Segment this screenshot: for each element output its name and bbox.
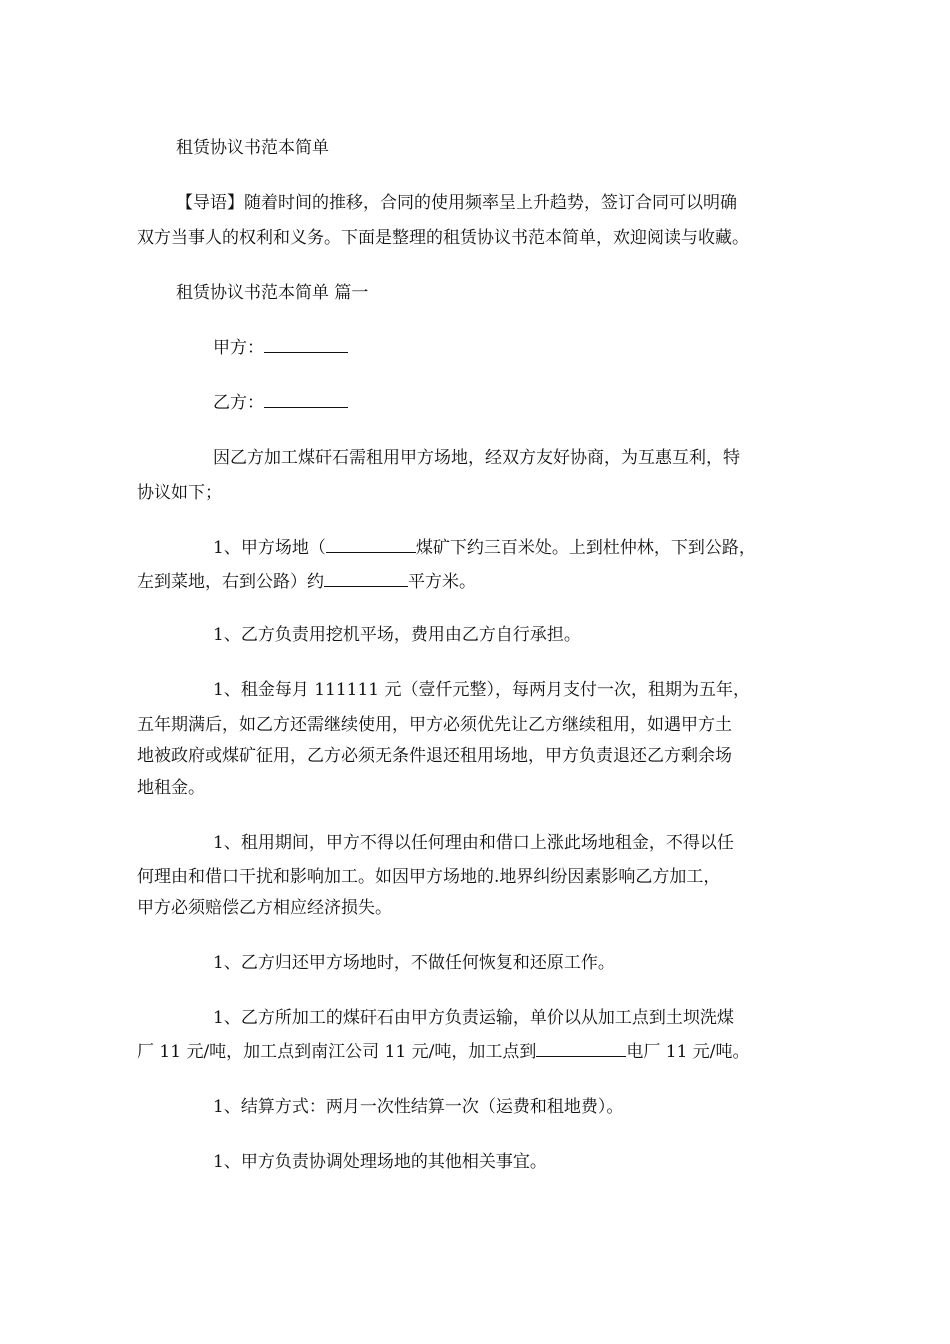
area-blank bbox=[324, 570, 408, 587]
paragraph-7-text-a: 厂 11 元/吨，加工点到南江公司 11 元/吨，加工点到 bbox=[137, 1042, 537, 1062]
site-location-blank bbox=[326, 536, 416, 553]
paragraph-4-line-2: 五年期满后，如乙方还需继续使用，甲方必须优先让乙方继续租用，如遇甲方土 bbox=[137, 715, 732, 735]
paragraph-2-text-d: 平方米。 bbox=[408, 572, 476, 592]
party-a-line bbox=[213, 336, 348, 360]
paragraph-8-line-1: 1、结算方式：两月一次性结算一次（运费和租地费）。 bbox=[213, 1097, 624, 1117]
paragraph-2-line-2 bbox=[137, 570, 476, 594]
paragraph-2-text-b: 煤矿下约三百米处。上到杜仲林，下到公路， bbox=[415, 538, 756, 558]
document-title: 租赁协议书范本简单 bbox=[176, 138, 329, 158]
paragraph-4-line-1: 1、租金每月 111111 元（壹仟元整），每两月支付一次，租期为五年， bbox=[213, 680, 751, 700]
party-b-label: 乙方： bbox=[213, 393, 264, 413]
paragraph-1-line-2: 协议如下； bbox=[137, 483, 222, 503]
paragraph-4-line-3: 地被政府或煤矿征用，乙方必须无条件退还租用场地，甲方负责退还乙方剩余场 bbox=[137, 746, 732, 766]
paragraph-2-text-c: 左到菜地，右到公路）约 bbox=[137, 572, 324, 592]
paragraph-7-line-1: 1、乙方所加工的煤矸石由甲方负责运输，单价以从加工点到土坝洗煤 bbox=[213, 1008, 734, 1028]
power-plant-blank bbox=[536, 1040, 626, 1057]
paragraph-4-line-4: 地租金。 bbox=[137, 778, 205, 798]
paragraph-7-text-b: 电厂 11 元/吨。 bbox=[626, 1042, 750, 1062]
party-b-line bbox=[213, 391, 348, 415]
paragraph-6-line-1: 1、乙方归还甲方场地时，不做任何恢复和还原工作。 bbox=[213, 953, 615, 973]
paragraph-2-line-1 bbox=[213, 536, 756, 560]
paragraph-7-line-2 bbox=[137, 1040, 750, 1064]
paragraph-9-line-1: 1、甲方负责协调处理场地的其他相关事宜。 bbox=[213, 1152, 547, 1172]
paragraph-5-line-3: 甲方必须赔偿乙方相应经济损失。 bbox=[137, 898, 392, 918]
party-a-blank bbox=[264, 336, 348, 353]
paragraph-5-line-2: 何理由和借口干扰和影响加工。如因甲方场地的.地界纠纷因素影响乙方加工， bbox=[137, 867, 721, 887]
paragraph-3-line-1: 1、乙方负责用挖机平场，费用由乙方自行承担。 bbox=[213, 625, 581, 645]
intro-line-2: 双方当事人的权利和义务。下面是整理的租赁协议书范本简单，欢迎阅读与收藏。 bbox=[137, 228, 749, 248]
party-b-blank bbox=[264, 391, 348, 408]
paragraph-1-line-1: 因乙方加工煤矸石需租用甲方场地，经双方友好协商，为互惠互利，特 bbox=[213, 448, 740, 468]
paragraph-5-line-1: 1、租用期间，甲方不得以任何理由和借口上涨此场地租金，不得以任 bbox=[213, 833, 734, 853]
section-title: 租赁协议书范本简单 篇一 bbox=[176, 283, 369, 303]
intro-line-1: 【导语】随着时间的推移，合同的使用频率呈上升趋势，签订合同可以明确 bbox=[176, 193, 737, 213]
party-a-label: 甲方： bbox=[213, 338, 264, 358]
paragraph-2-text-a: 1、甲方场地（ bbox=[213, 538, 326, 558]
